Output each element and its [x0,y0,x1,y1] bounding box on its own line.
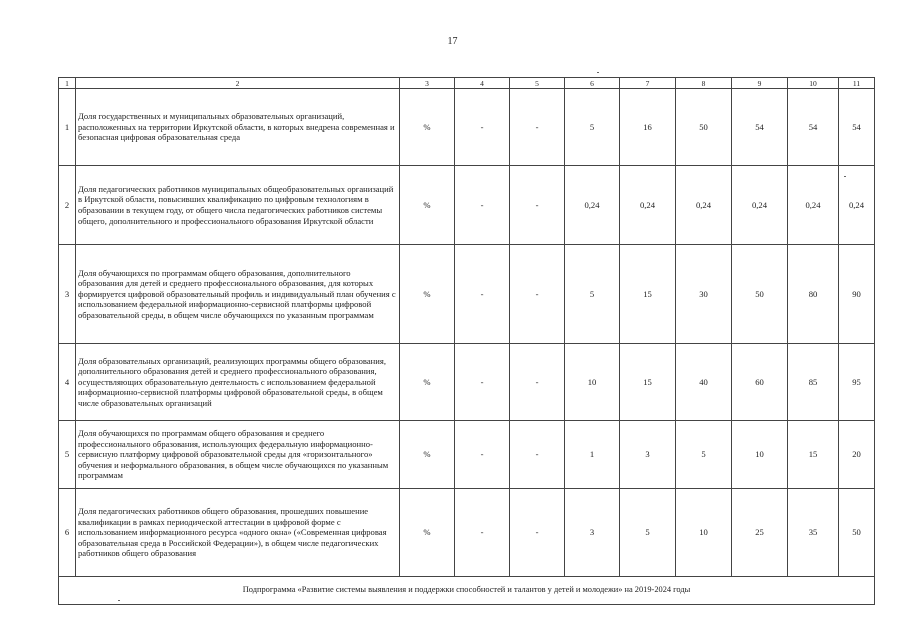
value-cell: 0,24 [732,166,788,245]
page-number: 17 [447,36,458,47]
value-cell: 5 [565,245,620,344]
unit-cell: % [400,166,455,245]
indicator-description: Доля образовательных организаций, реализующих программы общего образования, дополнительного образования детей и среднего профессионального образования, осуществляющих образовательную деятельность с использованием федеральной информационно-сервисной платформы цифровой образовательной среды, в общем числе образовательных организаций [76,344,400,421]
value-cell: 15 [620,344,676,421]
value-cell: 54 [839,89,875,166]
value-cell: 15 [788,421,839,489]
value-cell: 15 [620,245,676,344]
value-cell: 50 [839,489,875,577]
value-cell: 90 [839,245,875,344]
indicator-description: Доля обучающихся по программам общего образования, дополнительного образования для детей и среднего профессионального образования, для которых формируется цифровой образовательный профиль и индивидуальный план обучения с использованием федеральной информационно-сервисной платформы цифровой образовательной среды, в общем числе обучающихся по указанным программам [76,245,400,344]
value-cell: 5 [620,489,676,577]
unit-cell: % [400,89,455,166]
value-cell: 3 [620,421,676,489]
value-cell: - [510,89,565,166]
value-cell: 10 [565,344,620,421]
header-cell: 5 [510,78,565,89]
value-cell: 60 [732,344,788,421]
value-cell: 30 [676,245,732,344]
header-cell: 9 [732,78,788,89]
value-cell: 5 [565,89,620,166]
value-cell: 40 [676,344,732,421]
value-cell: 5 [676,421,732,489]
indicator-description: Доля государственных и муниципальных образовательных организаций, расположенных на территории Иркутской области, в которых внедрена современная и безопасная цифровая образовательная среда [76,89,400,166]
unit-cell: % [400,344,455,421]
value-cell: - [455,421,510,489]
value-cell: 0,24 [565,166,620,245]
row-number: 1 [59,89,76,166]
value-cell: 80 [788,245,839,344]
value-cell: 20 [839,421,875,489]
value-cell: - [510,489,565,577]
value-cell: 0,24 [676,166,732,245]
header-cell: 11 [839,78,875,89]
value-cell: 50 [676,89,732,166]
value-cell: 95 [839,344,875,421]
value-cell: - [510,421,565,489]
value-cell: 16 [620,89,676,166]
value-cell: 54 [732,89,788,166]
scan-speck [844,176,846,177]
indicators-table [58,77,875,605]
table-row [59,89,875,166]
value-cell: 35 [788,489,839,577]
value-cell: 3 [565,489,620,577]
header-cell: 2 [76,78,400,89]
value-cell: - [510,245,565,344]
header-cell: 3 [400,78,455,89]
row-number: 5 [59,421,76,489]
indicator-description: Доля педагогических работников общего образования, прошедших повышение квалификации в рамках периодической аттестации в цифровой форме с использованием информационного ресурса «одного окна» («Современная цифровая образовательная среда в Российской Федерации»), в общем числе педагогических работников общего образования [76,489,400,577]
indicator-description: Доля обучающихся по программам общего образования и среднего профессионального образования, использующих федеральную информационно-сервисную платформу цифровой образовательной среды для «горизонтального» обучения и неформального образования, в общем числе обучающихся по указанным программам [76,421,400,489]
table-row [59,166,875,245]
header-cell: 10 [788,78,839,89]
table-row [59,344,875,421]
subprogram-title: Подпрограмма «Развитие системы выявления и поддержки способностей и талантов у детей и молодежи» на 2019-2024 годы [59,577,875,605]
table-row [59,245,875,344]
header-cell: 8 [676,78,732,89]
header-cell: 7 [620,78,676,89]
table-row [59,421,875,489]
value-cell: - [455,89,510,166]
value-cell: - [510,166,565,245]
value-cell: 1 [565,421,620,489]
row-number: 2 [59,166,76,245]
value-cell: - [455,344,510,421]
value-cell: - [455,489,510,577]
value-cell: - [455,166,510,245]
scan-speck [118,600,120,601]
indicator-description: Доля педагогических работников муниципальных общеобразовательных организаций в Иркутской области, повысивших квалификацию по цифровым технологиям в образовании в текущем году, от общего числа педагогических работников системы общего, дополнительного и профессионального образования Иркутской области [76,166,400,245]
value-cell: 85 [788,344,839,421]
subprogram-row [59,577,875,605]
column-number-row [59,78,875,89]
header-cell: 6 [565,78,620,89]
value-cell: - [510,344,565,421]
header-cell: 1 [59,78,76,89]
row-number: 6 [59,489,76,577]
scan-speck [597,72,599,73]
value-cell: 54 [788,89,839,166]
unit-cell: % [400,421,455,489]
value-cell: 10 [732,421,788,489]
unit-cell: % [400,245,455,344]
header-cell: 4 [455,78,510,89]
table-row [59,489,875,577]
value-cell: 25 [732,489,788,577]
unit-cell: % [400,489,455,577]
value-cell: 0,24 [620,166,676,245]
value-cell: 0,24 [788,166,839,245]
value-cell: 10 [676,489,732,577]
row-number: 4 [59,344,76,421]
row-number: 3 [59,245,76,344]
value-cell: 0,24 [839,166,875,245]
value-cell: - [455,245,510,344]
value-cell: 50 [732,245,788,344]
